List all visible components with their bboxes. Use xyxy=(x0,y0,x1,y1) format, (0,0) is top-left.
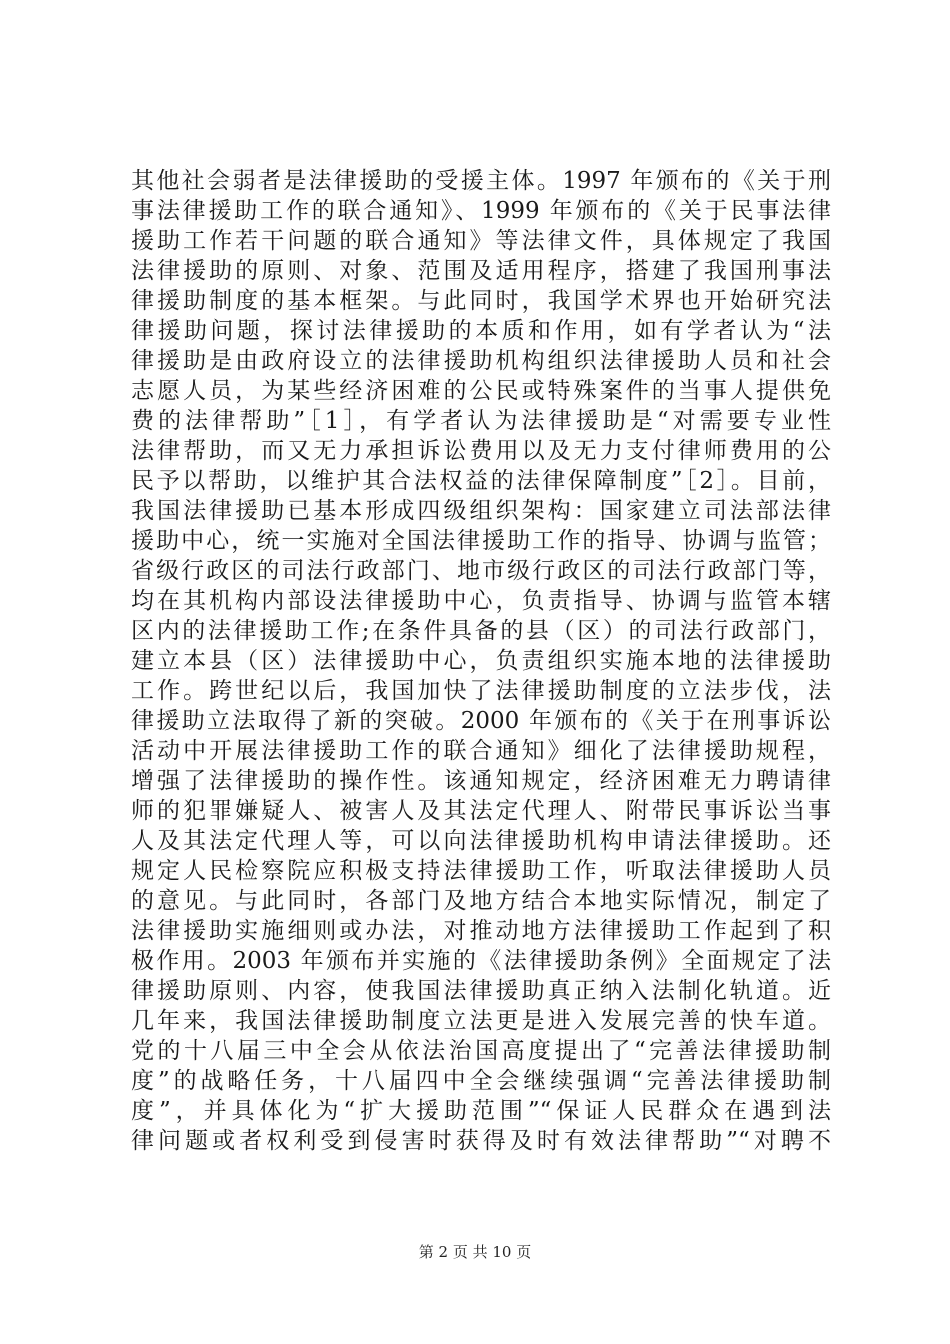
text-line: 增强了法律援助的操作性。该通知规定，经济困难无力聘请律 xyxy=(131,768,831,794)
text-line: 律援助立法取得了新的突破。2000 年颁布的《关于在刑事诉讼 xyxy=(131,708,831,734)
text-line: 律问题或者权利受到侵害时获得及时有效法律帮助”“对聘不 xyxy=(131,1128,831,1154)
text-line: 我国法律援助已基本形成四级组织架构：国家建立司法部法律 xyxy=(131,498,831,524)
text-line: 法律援助实施细则或办法，对推动地方法律援助工作起到了积 xyxy=(131,918,831,944)
text-line: 律援助原则、内容，使我国法律援助真正纳入法制化轨道。近 xyxy=(131,978,831,1004)
text-line: 均在其机构内部设法律援助中心，负责指导、协调与监管本辖 xyxy=(131,588,831,614)
text-line: 民予以帮助，以维护其合法权益的法律保障制度”［2］。目前， xyxy=(131,468,831,494)
body-text xyxy=(131,166,831,1156)
text-line: 度”，并具体化为“扩大援助范围”“保证人民群众在遇到法 xyxy=(131,1098,831,1124)
text-line: 建立本县（区）法律援助中心，负责组织实施本地的法律援助 xyxy=(131,648,831,674)
text-line: 极作用。2003 年颁布并实施的《法律援助条例》全面规定了法 xyxy=(131,948,831,974)
text-line: 的意见。与此同时，各部门及地方结合本地实际情况，制定了 xyxy=(131,888,831,914)
text-line: 活动中开展法律援助工作的联合通知》细化了法律援助规程， xyxy=(131,738,831,764)
text-line: 律援助制度的基本框架。与此同时，我国学术界也开始研究法 xyxy=(131,288,831,314)
text-line: 律援助是由政府设立的法律援助机构组织法律援助人员和社会 xyxy=(131,348,831,374)
page-footer xyxy=(0,1242,950,1262)
text-line: 律援助问题，探讨法律援助的本质和作用，如有学者认为“法 xyxy=(131,318,831,344)
text-line: 师的犯罪嫌疑人、被害人及其法定代理人、附带民事诉讼当事 xyxy=(131,798,831,824)
text-line: 规定人民检察院应积极支持法律援助工作，听取法律援助人员 xyxy=(131,858,831,884)
text-line: 事法律援助工作的联合通知》、1999 年颁布的《关于民事法律 xyxy=(131,198,831,224)
text-line: 人及其法定代理人等，可以向法律援助机构申请法律援助。还 xyxy=(131,828,831,854)
text-line: 其他社会弱者是法律援助的受援主体。1997 年颁布的《关于刑 xyxy=(131,168,831,194)
text-line: 省级行政区的司法行政部门、地市级行政区的司法行政部门等， xyxy=(131,558,831,584)
text-line: 费的法律帮助”［1］，有学者认为法律援助是“对需要专业性 xyxy=(131,408,831,434)
text-line: 法律帮助，而又无力承担诉讼费用以及无力支付律师费用的公 xyxy=(131,438,831,464)
page-number-label: 第 2 页 共 10 页 xyxy=(418,1243,532,1261)
text-line: 志愿人员，为某些经济困难的公民或特殊案件的当事人提供免 xyxy=(131,378,831,404)
text-line: 党的十八届三中全会从依法治国高度提出了“完善法律援助制 xyxy=(131,1038,831,1064)
text-line: 法律援助的原则、对象、范围及适用程序，搭建了我国刑事法 xyxy=(131,258,831,284)
text-line: 工作。跨世纪以后，我国加快了法律援助制度的立法步伐，法 xyxy=(131,678,831,704)
text-line: 援助中心，统一实施对全国法律援助工作的指导、协调与监管； xyxy=(131,528,831,554)
text-line: 几年来，我国法律援助制度立法更是进入发展完善的快车道。 xyxy=(131,1008,831,1034)
text-line: 度”的战略任务，十八届四中全会继续强调“完善法律援助制 xyxy=(131,1068,831,1094)
text-line: 区内的法律援助工作;在条件具备的县（区）的司法行政部门， xyxy=(131,618,831,644)
text-line: 援助工作若干问题的联合通知》等法律文件，具体规定了我国 xyxy=(131,228,831,254)
